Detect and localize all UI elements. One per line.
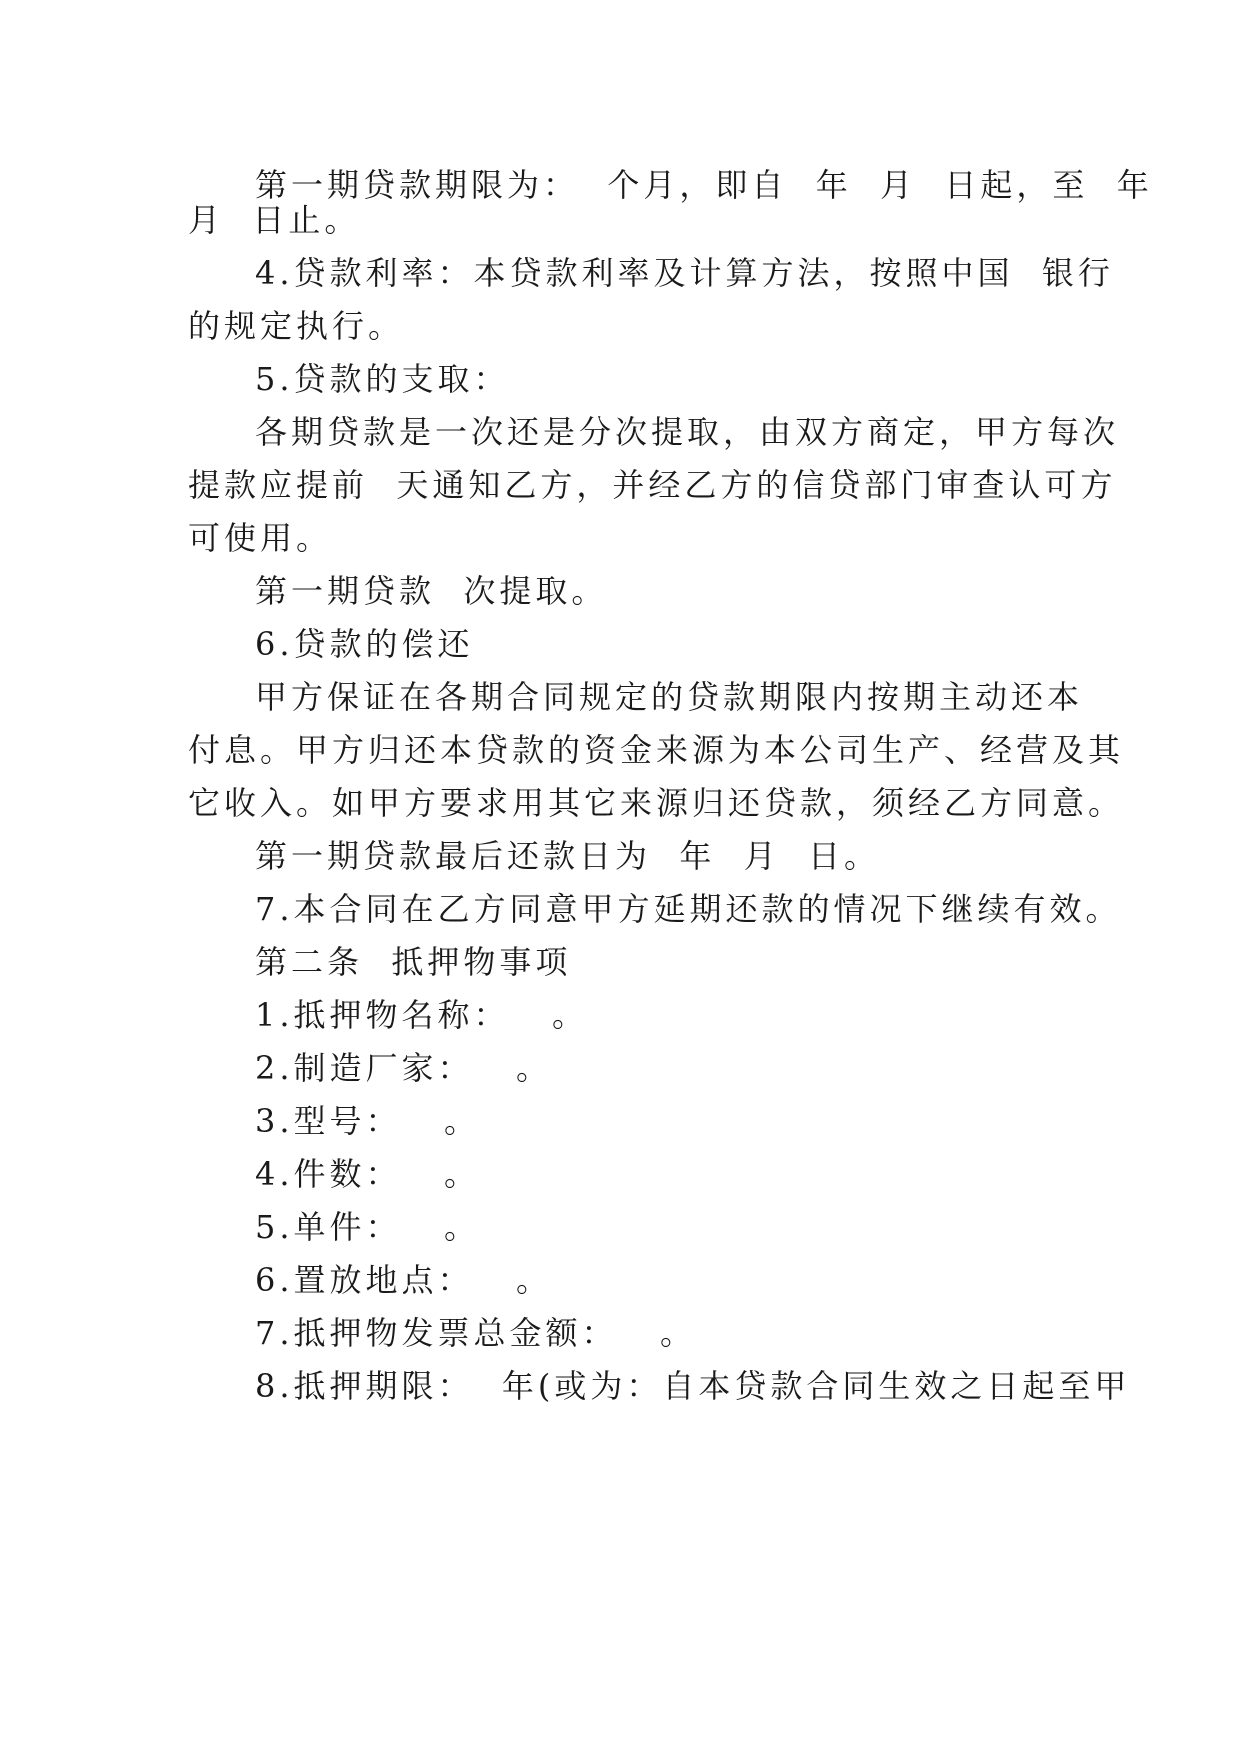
list-item: 7.抵押物发票总金额： 。 [255,1314,697,1352]
paragraph-line: 7.本合同在乙方同意甲方延期还款的情况下继续有效。 [255,890,1122,928]
list-item: 3.型号： 。 [255,1102,481,1140]
paragraph-line: 第一期贷款 次提取。 [255,572,608,610]
paragraph-line: 4.贷款利率：本贷款利率及计算方法，按照中国 银行 [255,254,1114,292]
section-heading: 5.贷款的支取： [255,360,510,398]
paragraph-line: 第一期贷款期限为： 个月，即自 年 月 日起，至 年 [255,166,1153,204]
paragraph-line: 第一期贷款最后还款日为 年 月 日。 [255,837,881,875]
paragraph-line: 提款应提前 天通知乙方，并经乙方的信贷部门审查认可方 [188,466,1117,504]
article-heading: 第二条 抵押物事项 [255,943,572,981]
list-item: 1.抵押物名称： 。 [255,996,589,1034]
paragraph-line: 可使用。 [188,519,333,557]
list-item: 5.单件： 。 [255,1208,481,1246]
section-heading: 6.贷款的偿还 [255,625,474,663]
paragraph-line: 各期贷款是一次还是分次提取，由双方商定，甲方每次 [255,413,1120,451]
paragraph-line: 付息。甲方归还本贷款的资金来源为本公司生产、经营及其 [188,731,1125,769]
paragraph-line: 月 日止。 [188,201,361,239]
list-item: 8.抵押期限： 年(或为：自本贷款合同生效之日起至甲 [255,1367,1131,1405]
paragraph-line: 它收入。如甲方要求用其它来源归还贷款，须经乙方同意。 [188,784,1125,822]
list-item: 4.件数： 。 [255,1155,481,1193]
list-item: 6.置放地点： 。 [255,1261,553,1299]
list-item: 2.制造厂家： 。 [255,1049,553,1087]
paragraph-line: 的规定执行。 [188,307,405,345]
paragraph-line: 甲方保证在各期合同规定的贷款期限内按期主动还本 [255,678,1084,716]
